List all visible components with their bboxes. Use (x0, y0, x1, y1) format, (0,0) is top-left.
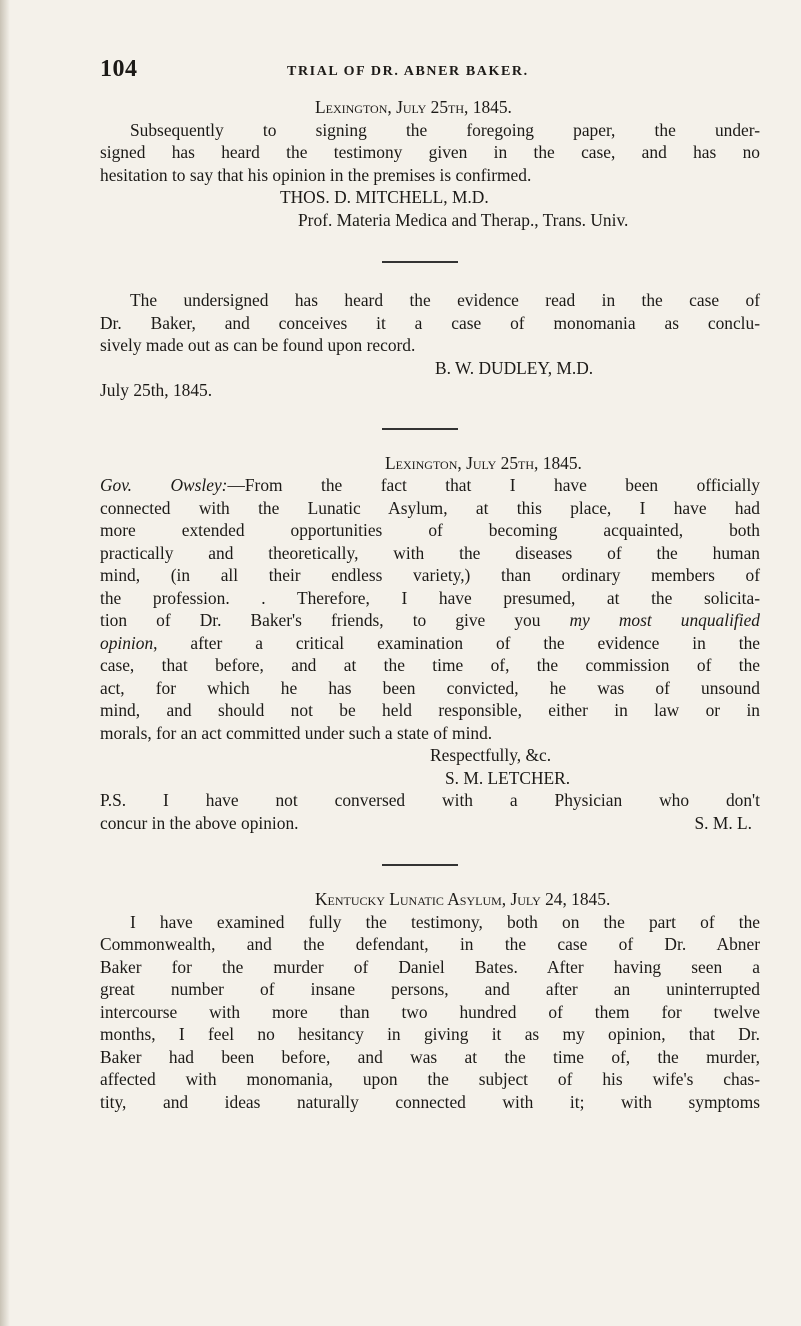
asylum-line-7: Baker had been before, and was at the time of, the murder, (100, 1046, 760, 1067)
asylum-line-2: Commonwealth, and the defendant, in the case of Dr. Abner (100, 934, 760, 954)
asylum-line-3: Baker for the murder of Daniel Bates. After having seen a (100, 956, 760, 977)
dudley-date: July 25th, 1845. (100, 380, 213, 400)
running-title: TRIAL OF DR. ABNER BAKER. (287, 64, 529, 79)
letcher-line-8-rest: , after a critical examination of the evidence in the (153, 632, 760, 653)
dudley-line-3: sively made out as can be found upon record. (100, 335, 416, 355)
letcher-line-7-start: tion of Dr. Baker's friends, to give you (100, 610, 570, 630)
letcher-ps-line-1: P.S. I have not conversed with a Physician who don't (100, 790, 760, 810)
asylum-line-1: I have examined fully the testimony, both on the part of the (130, 911, 760, 932)
letcher-line-5: mind, (in all their endless variety,) than ordinary members of (100, 565, 760, 585)
letcher-line-1-rest: —From the fact that I have been officially (227, 475, 761, 495)
letcher-ps-line-2 (100, 812, 760, 835)
section-divider (382, 261, 458, 263)
mitchell-line-1: Subsequently to signing the foregoing paper, the under- (130, 119, 760, 140)
mitchell-signature: THOS. D. MITCHELL, M.D. (280, 187, 489, 207)
mitchell-statement (100, 96, 760, 231)
letcher-line-6: the profession. . Therefore, I have presumed, at the solicita- (100, 587, 760, 608)
asylum-line-8: affected with monomania, upon the subject of his wife's chas- (100, 1069, 760, 1089)
letcher-line-7 (100, 609, 760, 632)
asylum-line-4: great number of insane persons, and after an uninterrupted (100, 979, 760, 999)
page-header (100, 56, 760, 86)
asylum-line-9: tity, and ideas naturally connected with it; with symptoms (100, 1091, 760, 1112)
letcher-signature: S. M. LETCHER. (445, 767, 571, 788)
section-divider (382, 428, 458, 430)
letcher-emphasis-1: my most unqualified (569, 610, 760, 630)
dudley-signature: B. W. DUDLEY, M.D. (435, 357, 594, 378)
letcher-line-10: act, for which he has been convicted, he was of unsound (100, 677, 760, 698)
letcher-line-9: case, that before, and at the time of, the commission of the (100, 655, 760, 675)
page-spine-shadow (0, 0, 10, 1326)
mitchell-dateline: Lexington, July 25th, 1845. (315, 97, 512, 117)
asylum-statement (100, 888, 760, 1113)
dudley-line-2: Dr. Baker, and conceives it a case of monomania as conclu- (100, 312, 760, 333)
asylum-line-6: months, I feel no hesitancy in giving it as my opinion, that Dr. (100, 1024, 760, 1044)
section-divider (382, 864, 458, 866)
letcher-closing: Respectfully, &c. (430, 745, 552, 765)
letcher-line-4: practically and theoretically, with the diseases of the human (100, 542, 760, 563)
letcher-line-2: connected with the Lunatic Asylum, at this place, I have had (100, 497, 760, 518)
page-body (100, 96, 760, 1113)
letcher-salutation: Gov. Owsley: (100, 475, 228, 495)
dudley-line-1: The undersigned has heard the evidence read in the case of (130, 290, 760, 310)
letcher-line-12: morals, for an act committed under such a state of mind. (100, 722, 493, 743)
asylum-line-5: intercourse with more than two hundred of them for twelve (100, 1001, 760, 1022)
dudley-statement (100, 289, 760, 402)
mitchell-title: Prof. Materia Medica and Therap., Trans. Univ. (298, 209, 629, 230)
letcher-line-11: mind, and should not be held responsible, either in law or in (100, 700, 760, 720)
letcher-ps-text: concur in the above opinion. (100, 812, 299, 833)
letcher-dateline: Lexington, July 25th, 1845. (385, 452, 582, 473)
letcher-line-1 (100, 474, 760, 497)
mitchell-line-2: signed has heard the testimony given in the case, and has no (100, 142, 760, 162)
letcher-line-3: more extended opportunities of becoming acquainted, both (100, 520, 760, 540)
letcher-line-8 (100, 632, 760, 655)
mitchell-line-3: hesitation to say that his opinion in the premises is confirmed. (100, 164, 532, 185)
asylum-dateline: Kentucky Lunatic Asylum, July 24, 1845. (315, 889, 611, 909)
page-number: 104 (100, 56, 138, 82)
letcher-letter (100, 452, 760, 835)
letcher-emphasis-2: opinion (100, 632, 154, 653)
letcher-ps-initials: S. M. L. (694, 812, 752, 833)
